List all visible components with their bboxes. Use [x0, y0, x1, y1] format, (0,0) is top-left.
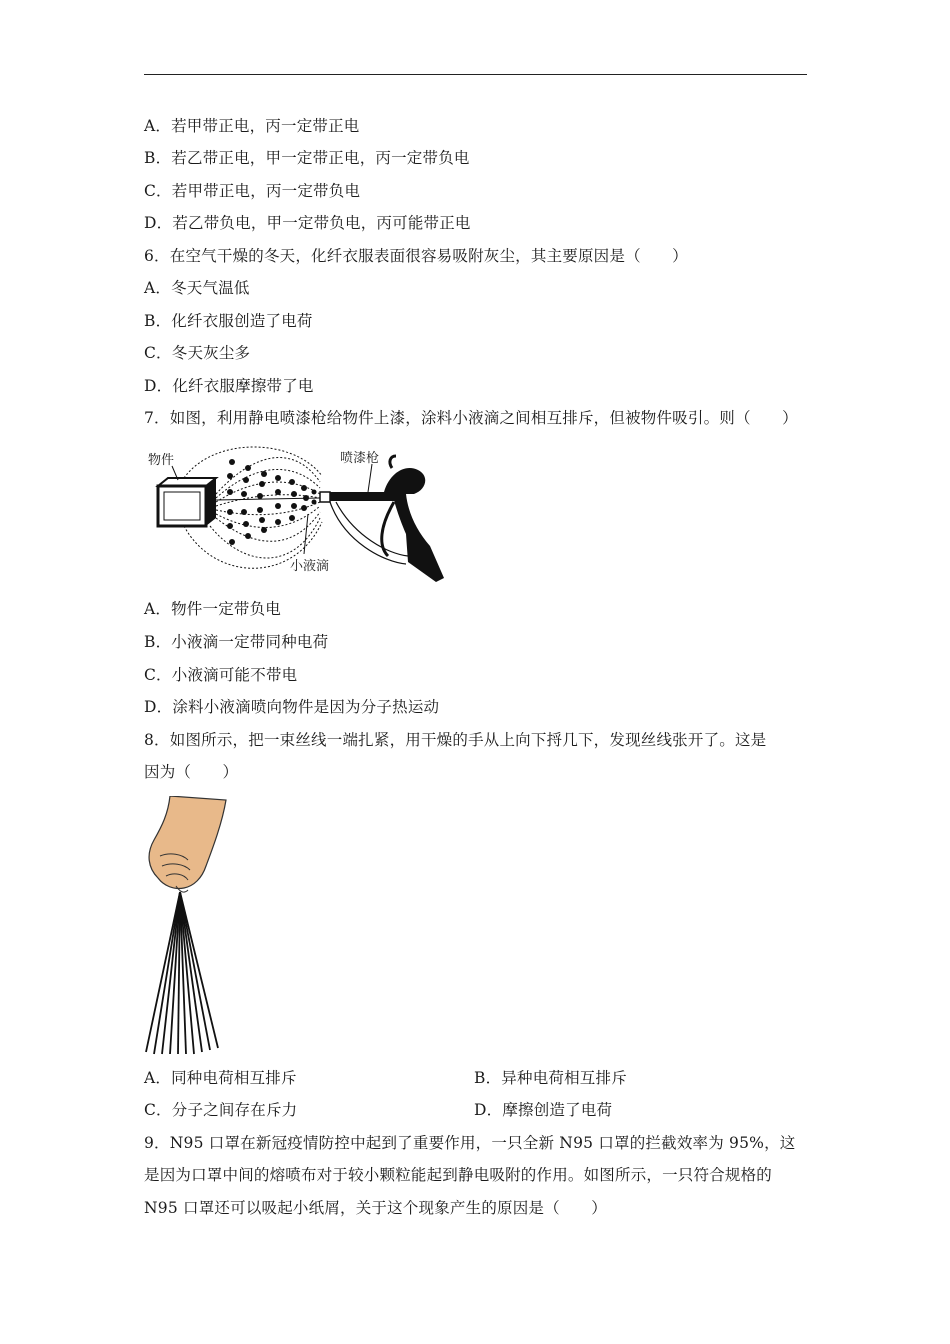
spray-gun-figure	[144, 442, 449, 588]
q7-option-c: C．小液滴可能不带电	[144, 666, 298, 684]
silk-threads	[146, 892, 218, 1054]
q5-option-b: B．若乙带正电，甲一定带正电，丙一定带负电	[144, 149, 470, 167]
q9-line3: N95 口罩还可以吸起小纸屑，关于这个现象产生的原因是（ ）	[144, 1199, 607, 1217]
q8-stem-line1: 8．如图所示，把一束丝线一端扎紧，用干燥的手从上向下捋几下，发现丝线张开了。这是	[144, 731, 767, 749]
q9-line1: 9．N95 口罩在新冠疫情防控中起到了重要作用，一只全新 N95 口罩的拦截效率为 95%，这	[144, 1134, 796, 1152]
q7-option-d: D．涂料小液滴喷向物件是因为分子热运动	[144, 698, 440, 716]
q7-option-a: A．物件一定带负电	[144, 600, 281, 618]
q8-option-c: C．分子之间存在斥力	[144, 1101, 298, 1119]
q8-option-d: D．摩擦创造了电荷	[474, 1101, 613, 1119]
q6-option-d: D．化纤衣服摩擦带了电	[144, 377, 314, 395]
q9-line2: 是因为口罩中间的熔喷布对于较小颗粒能起到静电吸附的作用。如图所示，一只符合规格的	[144, 1166, 773, 1184]
q5-option-a: A．若甲带正电，丙一定带正电	[144, 117, 360, 135]
q6-stem: 6．在空气干燥的冬天，化纤衣服表面很容易吸附灰尘，其主要原因是（ ）	[144, 247, 688, 265]
label-object: 物件	[148, 453, 175, 468]
q8-option-b: B．异种电荷相互排斥	[474, 1069, 627, 1087]
silk-threads-figure	[140, 796, 240, 1058]
q8-option-a: A．同种电荷相互排斥	[144, 1069, 297, 1087]
q6-option-a: A．冬天气温低	[144, 279, 250, 297]
label-droplets: 小液滴	[290, 559, 330, 574]
q6-option-b: B．化纤衣服创造了电荷	[144, 312, 313, 330]
spray-gun	[320, 456, 444, 582]
q7-option-b: B．小液滴一定带同种电荷	[144, 633, 329, 651]
q5-option-c: C．若甲带正电，丙一定带负电	[144, 182, 361, 200]
header-rule	[144, 74, 807, 75]
q7-stem: 7．如图，利用静电喷漆枪给物件上漆，涂料小液滴之间相互排斥，但被物件吸引。则（ ）	[144, 409, 798, 427]
object-box	[158, 478, 216, 526]
q6-option-c: C．冬天灰尘多	[144, 344, 251, 362]
q8-stem-line2: 因为（ ）	[144, 763, 239, 781]
q5-option-d: D．若乙带负电，甲一定带负电，丙可能带正电	[144, 214, 471, 232]
hand-illustration	[149, 796, 226, 892]
label-gun: 喷漆枪	[340, 451, 380, 466]
